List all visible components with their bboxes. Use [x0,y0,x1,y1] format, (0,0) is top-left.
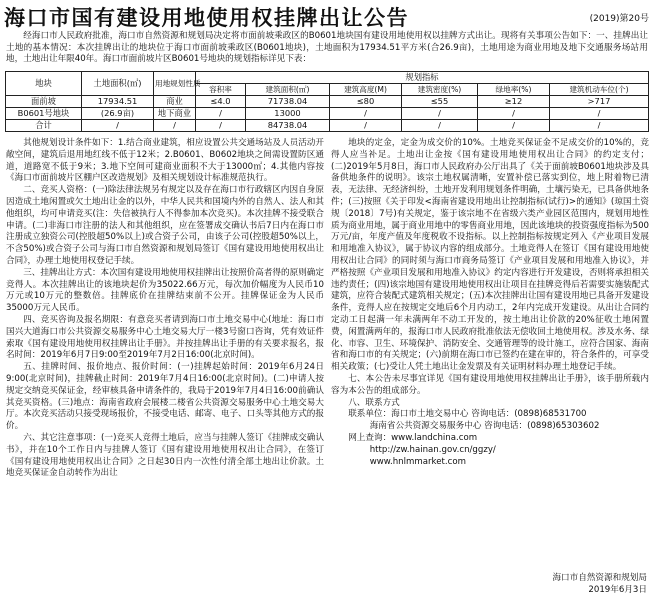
table-cell: (26.9亩) [82,108,154,120]
table-cell: >717 [550,96,649,108]
auction-method-paragraph: 三、挂牌出让方式：本次国有建设用地使用权挂牌出让按照价高者得的原则确定竞得人。本次挂牌出让的该地块起价为35022.66万元，每次加价幅度为人民币10万元或10万元的整数倍。挂牌底价在挂牌结束前不公开。挂牌保证金为人民币35000万元人民币。 [6,267,324,314]
table-cell: 17934.51 [82,96,154,108]
table-cell: ≥12 [478,96,550,108]
signature-block [447,573,647,596]
table-header-cell: 规划指标 [196,72,649,84]
table-header-cell: 用地规划性质 [154,72,196,96]
table-header-row [6,72,649,84]
planning-conditions-paragraph: 其他规划设计条件如下：1.结合商业建筑，相应设置公共交通场站及人员活动开敞空间，建筑后退用地红线不低于12米；2.B0601、B0602地块之间需设置防区通道，道路宽不低于9米；3.地下空间可建商业面积不大于13000㎡；4.其他内容按《海口市面前坡片区棚户区改造规划》及相关规划设计标准规范执行。 [6,138,324,184]
table-cell: 84738.04 [246,120,330,132]
table-header-cell: 建筑密度(%) [402,84,478,96]
table-cell: 地下商业 [154,108,196,120]
table-cell: / [82,120,154,132]
table-cell: / [550,120,649,132]
table-header-cell: 容积率 [196,84,246,96]
table-cell: / [154,120,196,132]
continued-notes-paragraph: 地块的定金，定金为成交价的10%。土地竞买保证金不足成交价的10%的，竞得人应当补足。土地出让金按《国有建设用地使用权出让合同》的约定支付；(二)2019年5月8日，海口市人民政府办公厅出具了《关于面前坡B0601地块涉及具备供地条件的说明》。该宗土地权属清晰，安置补偿已落实到位，地上附着物已清表，无法律、无经济纠纷，土地开发利用规划条件明确，土壤污染无，已具备供地条件；(三)按照《关于印发<海南省建设用地出让控制指标(试行)>的通知》(琼国土资规〔2018〕7号)有关规定，鉴于该宗地不在省级六类产业园区范围内，规划用地性质为商业用地，属于商业用地中的零售商业用地，因此该地块的投资强度指标为500万元/亩，年度产值及年度税收不设指标。以上控制指标按规定列入《产业项目发展和用地准入协议》，属于协议内容的组成部分。土地竞得人在签订《国有建设用地使用权出让合同》的同时须与海口市商务局签订《产业项目发展和用地准入协议》，并严格按照《产业项目发展和用地准入协议》约定内容进行开发建设，否则将承担相关违约责任；(四)该宗地国有建设用地使用权出让项目在挂牌竞得后若需要实施装配式建筑，应符合装配式建筑相关规定；(五)本次挂牌出让国有建设用地已具备开发建设条件，竞得人应在按规定交地后6个月内动工，2年内完成开发建设。从出让合同约定动工日起满一年未满两年不动工开发的，按土地出让价款的20%征收土地闲置费，闲置满两年的，报海口市人民政府批准依法无偿收回土地使用权。涉及水务、绿化、市容、卫生、环境保护、消防安全、交通管理等的设计施工，应符合国家、海南省和海口市的有关规定；(六)前期在海口市已签约在建在审的，符合条件的，可享受相关政策；(七)受让人凭土地出让金发票及有关证明材料办理土地登记手续。 [331,138,649,373]
table-row [6,96,649,108]
contact-line: 联系单位：海口市土地交易中心 咨询电话：(0898)68531700 [348,409,587,420]
table-cell: / [550,108,649,120]
table-cell: 13000 [246,108,330,120]
contact-line: www.hnlmmarket.com [369,456,466,467]
table-cell: / [330,120,402,132]
right-column [331,138,649,468]
left-column [6,138,324,480]
issue-date: 2019年6月3日 [588,584,647,595]
table-cell: / [478,108,550,120]
planning-indicators-table [5,71,649,132]
table-cell: ≤4.0 [196,96,246,108]
table-cell: 商业 [154,96,196,108]
table-header-cell: 地块 [6,72,82,96]
table-cell: ≤80 [330,96,402,108]
table-cell: / [478,120,550,132]
table-header-cell: 土地面积(㎡) [82,72,154,96]
contact-line: 网上查询：www.landchina.com [348,432,478,443]
table-row [6,108,649,120]
table-cell: 面前坡 [6,96,82,108]
listing-time-paragraph: 五、挂牌时间、报价地点、报价时间：(一)挂牌起始时间：2019年6月24日9:00(北京时间)，挂牌截止时间：2019年7月4日16:00(北京时间)。(二)申请人按规定交纳竞买保证金，经审核具备申请条件的，我局于2019年7月4日16:00前确认其竞买资格。(三)地点：海南省政府会展楼二楼省公共资源交易服务中心土地交易大厅。本次竞买活动只接受现场报价，不接受电话、邮寄、电子、口头等其他方式的报价。 [6,362,324,432]
registration-paragraph: 四、竞买咨询及报名期限：有意竞买者请到海口市土地交易中心(地址：海口市国兴大道海口市公共资源交易服务中心土地交易大厅一楼3号窗口咨询，凭有效证件索取《国有建设用地使用权挂牌出让手册》。并按挂牌出让手册的有关要求报名，报名时间：2019年6月7日9:00至2019年7月2日16:00(北京时间)。 [6,314,324,361]
header [0,0,653,30]
intro-section [6,31,648,66]
contact-heading: 八、联系方式 [348,397,400,408]
intro-paragraph: 经海口市人民政府批准，海口市自然资源和规划局决定将市面前坡乘政区的B0601地块国有建设用地使用权以挂牌方式出让。现将有关事项公告如下：一、挂牌出让土地的基本情况：本次挂牌出让的地块位于海口市面前坡乘政区(B0601地块)，土地面积为17934.51平方米(合26.9亩)，土地用途为商业用地及地下交通服务场站用地，土地出让年限40年。海口市面前坡片区B0601号地块的规划指标详见下表： [6,31,648,65]
table-cell: / [196,108,246,120]
contact-line: 海南省公共资源交易服务中心 咨询电话：(0898)65303602 [369,421,600,432]
table-cell: / [402,108,478,120]
table-header-cell: 建筑高度(M) [330,84,402,96]
page-title: 海口市国有建设用地使用权挂牌出让公告 [4,6,409,30]
handbook-paragraph: 七、本公告未尽事宜详见《国有建设用地使用权挂牌出让手册》，该手册所载内容为本公告的组成部分。 [331,373,649,396]
document-number: (2019)第20号 [589,14,649,24]
table-header-cell: 建筑机动车位(个) [550,84,649,96]
table-cell: / [196,120,246,132]
contact-line: http://zw.hainan.gov.cn/ggzy/ [369,444,496,455]
table-cell: ≤55 [402,96,478,108]
table-cell: B0601号地块 [6,108,82,120]
table-header-cell: 绿地率(%) [478,84,550,96]
table-row [6,120,649,132]
bidder-qualification-paragraph: 二、竞买人资格：(一)除法律法规另有规定以及存在海口市行政辖区内因自身原因造成土地闲置或欠土地出让金的以外，中华人民共和国境内外的自然人、法人和其他组织，均可申请竞买(注：失信被执行人不得参加本次竞买)。本次挂牌不接受联合申请。(二)非海口市注册的法人和其他组织，应在签署成交确认书后7日内在海口市注册成立独资公司(控股超50%以上)或合资子公司，由该子公司(控股超50%以上，不含50%)或合资子公司与海口市自然资源和规划局签订《国有建设用地使用权出让合同》，办理土地使用权登记手续。 [6,185,324,266]
table-cell: / [330,108,402,120]
issuing-organization: 海口市自然资源和规划局 [552,573,647,583]
other-notes-paragraph: 六、其它注意事项：(一)竞买人竞得土地后，应当与挂牌人签订《挂牌成交确认书》，并在10个工作日内与挂牌人签订《国有建设用地使用权出让合同》，在签订《国有建设用地使用权出让合同》之日起30日内一次性付清全部土地出让价款。土地竞买保证金自动转作为出让 [6,432,324,479]
table-cell: 71738.04 [246,96,330,108]
table-cell: 合计 [6,120,82,132]
table-header-cell: 建筑面积(㎡) [246,84,330,96]
table-cell: / [402,120,478,132]
